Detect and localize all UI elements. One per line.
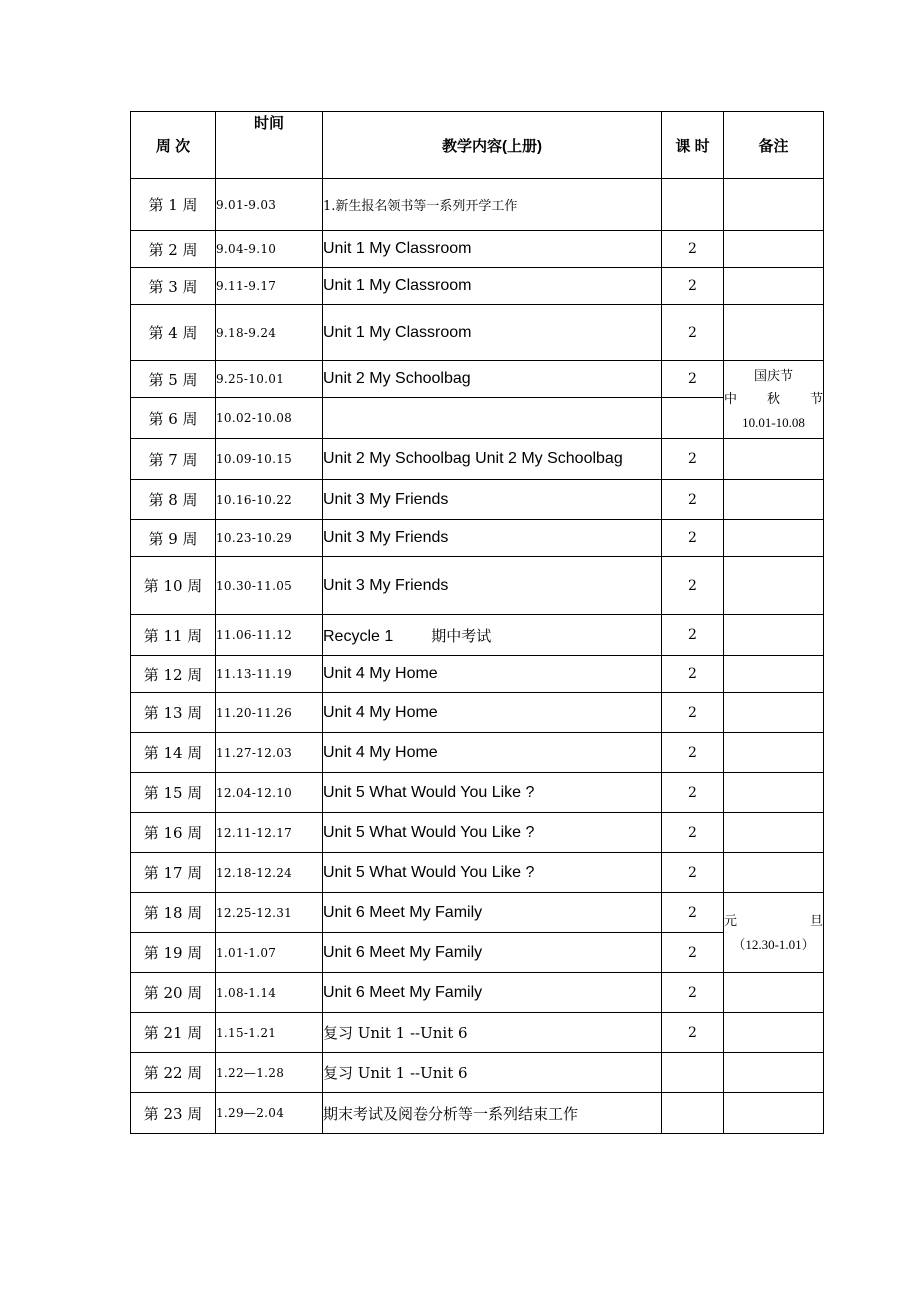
table-row [131,1013,824,1053]
content-cell: 复习 Unit 1 --Unit 6 [323,1013,662,1053]
note-line: 国庆节 [753,369,793,384]
content-cell: Unit 1 My Classroom [323,305,662,361]
table-row [131,1053,824,1093]
date-cell: 9.11-9.17 [216,268,323,305]
week-cell: 第 23 周 [131,1093,216,1134]
hours-cell [662,179,724,231]
table-row [131,693,824,733]
content-text: 期中考试 [431,626,492,645]
week-cell: 第 5 周 [131,361,216,398]
date-cell: 10.23-10.29 [216,520,323,557]
hours-cell: 2 [662,615,724,656]
hours-cell: 2 [662,1013,724,1053]
hours-cell: 2 [662,231,724,268]
hours-cell: 2 [662,853,724,893]
hours-cell: 2 [662,893,724,933]
date-cell: 12.11-12.17 [216,813,323,853]
content-cell: Unit 2 My Schoolbag [323,361,662,398]
week-cell: 第 19 周 [131,933,216,973]
hours-cell: 2 [662,773,724,813]
note-cell [724,813,824,853]
content-cell: Unit 4 My Home [323,693,662,733]
content-cell: Unit 3 My Friends [323,480,662,520]
table-row [131,305,824,361]
hours-cell: 2 [662,656,724,693]
week-cell: 第 8 周 [131,480,216,520]
date-cell: 11.27-12.03 [216,733,323,773]
week-cell: 第 2 周 [131,231,216,268]
date-cell: 9.25-10.01 [216,361,323,398]
content-cell: Unit 1 My Classroom [323,268,662,305]
date-cell: 1.22—1.28 [216,1053,323,1093]
content-cell: 1.新生报名领书等一系列开学工作 [323,179,662,231]
date-cell: 9.18-9.24 [216,305,323,361]
note-line: （12.30-1.01） [732,936,815,952]
note-cell [724,733,824,773]
table-row [131,656,824,693]
week-cell: 第 18 周 [131,893,216,933]
week-cell: 第 7 周 [131,439,216,480]
hours-cell: 2 [662,933,724,973]
table-row [131,733,824,773]
hours-cell: 2 [662,813,724,853]
date-cell: 9.04-9.10 [216,231,323,268]
content-cell: Unit 1 My Classroom [323,231,662,268]
table-row [131,933,824,973]
date-cell: 1.08-1.14 [216,973,323,1013]
hours-cell [662,398,724,439]
date-cell: 11.06-11.12 [216,615,323,656]
content-text: Recycle 1 [323,627,394,645]
date-cell: 10.09-10.15 [216,439,323,480]
date-cell: 10.02-10.08 [216,398,323,439]
hours-cell [662,1053,724,1093]
note-char: 中 [724,392,738,407]
week-cell: 第 20 周 [131,973,216,1013]
hours-cell: 2 [662,439,724,480]
date-cell: 12.04-12.10 [216,773,323,813]
note-cell [724,656,824,693]
header-row [131,112,824,179]
note-line: 10.01-10.08 [742,415,805,430]
table-row [131,398,824,439]
week-cell: 第 13 周 [131,693,216,733]
table-row [131,615,824,656]
note-cell [724,1093,824,1134]
note-national-day [724,361,824,439]
note-cell [724,773,824,813]
note-cell [724,693,824,733]
content-cell: Unit 5 What Would You Like ? [323,773,662,813]
content-cell: Unit 3 My Friends [323,557,662,615]
note-line [724,388,823,411]
hours-cell: 2 [662,973,724,1013]
table-row [131,179,824,231]
week-cell: 第 4 周 [131,305,216,361]
content-cell: Unit 3 My Friends [323,520,662,557]
hours-cell: 2 [662,361,724,398]
note-cell [724,179,824,231]
note-cell [724,305,824,361]
week-cell: 第 14 周 [131,733,216,773]
table-row [131,439,824,480]
table-row [131,520,824,557]
note-cell [724,231,824,268]
week-cell: 第 12 周 [131,656,216,693]
week-cell: 第 22 周 [131,1053,216,1093]
hours-cell: 2 [662,557,724,615]
note-cell [724,615,824,656]
header-week: 周 次 [131,112,216,179]
table-row [131,231,824,268]
date-cell: 11.20-11.26 [216,693,323,733]
week-cell: 第 15 周 [131,773,216,813]
table-row [131,773,824,813]
content-cell: Unit 4 My Home [323,656,662,693]
table-row [131,813,824,853]
date-cell: 1.15-1.21 [216,1013,323,1053]
week-cell: 第 3 周 [131,268,216,305]
header-time: 时间 [216,112,323,179]
table-row [131,853,824,893]
table-row [131,557,824,615]
note-cell [724,1053,824,1093]
table-row [131,268,824,305]
note-new-year [724,893,824,973]
hours-cell: 2 [662,733,724,773]
table-row [131,893,824,933]
content-cell: Unit 6 Meet My Family [323,933,662,973]
hours-cell: 2 [662,480,724,520]
note-cell [724,520,824,557]
hours-cell: 2 [662,268,724,305]
note-char: 秋 [766,392,780,407]
date-cell: 10.16-10.22 [216,480,323,520]
hours-cell: 2 [662,305,724,361]
hours-cell [662,1093,724,1134]
header-hours: 课 时 [662,112,724,179]
week-cell: 第 10 周 [131,557,216,615]
week-cell: 第 1 周 [131,179,216,231]
week-cell: 第 17 周 [131,853,216,893]
note-char: 旦 [809,913,823,929]
date-cell: 1.01-1.07 [216,933,323,973]
note-cell [724,557,824,615]
note-cell [724,973,824,1013]
week-cell: 第 9 周 [131,520,216,557]
header-note: 备注 [724,112,824,179]
table-row [131,480,824,520]
note-char: 元 [724,913,738,929]
hours-cell: 2 [662,693,724,733]
content-cell: Unit 6 Meet My Family [323,973,662,1013]
schedule-table [130,111,824,1134]
table-row [131,973,824,1013]
content-cell: 期末考试及阅卷分析等一系列结束工作 [323,1093,662,1134]
content-cell: Unit 5 What Would You Like ? [323,813,662,853]
date-cell: 1.29—2.04 [216,1093,323,1134]
header-content: 教学内容(上册) [323,112,662,179]
date-cell: 11.13-11.19 [216,656,323,693]
note-cell [724,1013,824,1053]
note-char: 节 [809,392,823,407]
hours-cell: 2 [662,520,724,557]
note-line [724,910,823,933]
note-cell [724,480,824,520]
content-cell [323,615,662,656]
week-cell: 第 11 周 [131,615,216,656]
content-cell: Unit 5 What Would You Like ? [323,853,662,893]
table-row [131,361,824,398]
content-cell: Unit 6 Meet My Family [323,893,662,933]
date-cell: 10.30-11.05 [216,557,323,615]
note-cell [724,268,824,305]
date-cell: 12.25-12.31 [216,893,323,933]
week-cell: 第 21 周 [131,1013,216,1053]
content-cell [323,398,662,439]
week-cell: 第 6 周 [131,398,216,439]
week-cell: 第 16 周 [131,813,216,853]
content-cell: Unit 4 My Home [323,733,662,773]
content-cell: Unit 2 My Schoolbag Unit 2 My Schoolbag [323,439,662,480]
date-cell: 12.18-12.24 [216,853,323,893]
table-row [131,1093,824,1134]
date-cell: 9.01-9.03 [216,179,323,231]
note-cell [724,853,824,893]
note-cell [724,439,824,480]
content-cell: 复习 Unit 1 --Unit 6 [323,1053,662,1093]
